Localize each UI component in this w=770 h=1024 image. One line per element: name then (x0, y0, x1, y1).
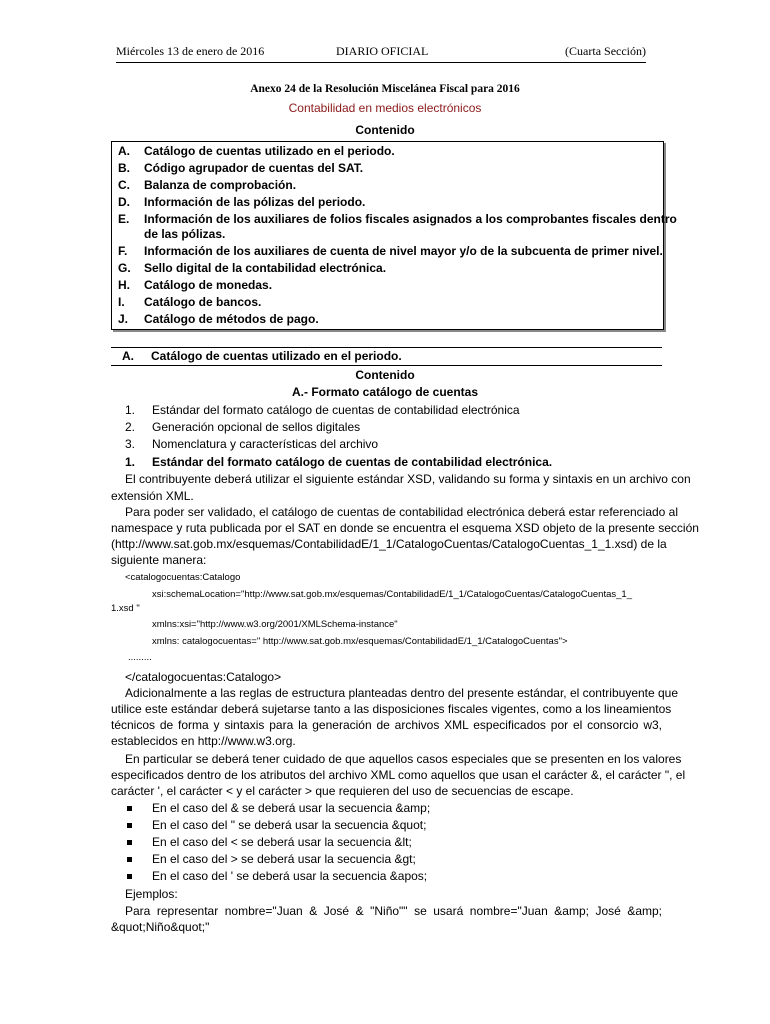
code-line: xmlns:xsi="http://www.w3.org/2001/XMLSchema-instance" (152, 619, 398, 630)
paragraph-line: extensión XML. (111, 489, 194, 503)
code-line: xsi:schemaLocation="http://www.sat.gob.mx/esquemas/ContabilidadE/1_1/CatalogoCuentas/CatalogoCuentas_1_ (152, 589, 632, 600)
toc-letter: F. (118, 244, 128, 258)
toc-text: Sello digital de la contabilidad electrónica. (144, 261, 387, 275)
bullet-marker (127, 806, 132, 811)
item-text: Estándar del formato catálogo de cuentas de contabilidad electrónica (152, 403, 520, 417)
toc-text: Catálogo de cuentas utilizado en el periodo. (144, 144, 395, 158)
bullet-text: En el caso del ' se deberá usar la secuencia &apos; (152, 869, 428, 883)
example-line: &quot;Niño&quot;" (111, 920, 210, 934)
item-number: 2. (125, 420, 136, 434)
toc-letter: D. (118, 195, 130, 209)
header-publication: DIARIO OFICIAL (336, 44, 429, 58)
toc-text: Información de los auxiliares de cuenta de nivel mayor y/o de la subcuenta de primer nivel. (144, 244, 663, 258)
closing-tag: </catalogocuentas:Catalogo> (125, 670, 282, 684)
subsection-title: Estándar del formato catálogo de cuentas de contabilidad electrónica. (152, 455, 553, 469)
toc-text: de las pólizas. (144, 227, 226, 241)
item-number: 3. (125, 437, 136, 451)
bullet-text: En el caso del & se deberá usar la secuencia &amp; (152, 801, 431, 815)
toc-letter: C. (118, 178, 130, 192)
bullet-text: En el caso del < se deberá usar la secuencia &lt; (152, 835, 412, 849)
bullet-text: En el caso del > se deberá usar la secuencia &gt; (152, 852, 416, 866)
format-heading: A.- Formato catálogo de cuentas (291, 385, 479, 399)
page-header (116, 44, 646, 60)
paragraph-line: técnicos de forma y sintaxis para la generación de archivos XML especificados por el consorcio w3, (111, 718, 662, 732)
document-subtitle: Contabilidad en medios electrónicos (288, 101, 482, 115)
paragraph-line: (http://www.sat.gob.mx/esquemas/ContabilidadE/1_1/CatalogoCuentas/CatalogoCuentas_1_1.xsd) de la (111, 537, 667, 551)
item-number: 1. (125, 403, 136, 417)
code-line: 1.xsd " (111, 603, 140, 614)
paragraph-line: namespace y ruta publicada por el SAT en donde se encuentra el esquema XSD objeto de la presente sección (111, 521, 699, 535)
toc-text: Catálogo de métodos de pago. (144, 312, 319, 326)
section-title: Catálogo de cuentas utilizado en el periodo. (151, 349, 402, 363)
bullet-marker (127, 857, 132, 862)
header-section: (Cuarta Sección) (565, 44, 646, 58)
paragraph-line: Adicionalmente a las reglas de estructura planteadas dentro del presente estándar, el contribuyente que (125, 686, 679, 700)
code-line: ......... (128, 652, 152, 663)
table-of-contents (111, 141, 677, 330)
paragraph-line: siguiente manera: (111, 553, 207, 567)
bullet-text: En el caso del " se deberá usar la secuencia &quot; (152, 818, 427, 832)
paragraph-line: establecidos en http://www.w3.org. (111, 734, 296, 748)
paragraph-line: En particular se deberá tener cuidado de que aquellos casos especiales que se presenten en los valores (125, 752, 682, 766)
bullet-marker (127, 840, 132, 845)
toc-letter: J. (118, 312, 129, 326)
toc-letter: I. (118, 295, 125, 309)
contents-heading: Contenido (355, 123, 415, 137)
toc-letter: G. (118, 261, 131, 275)
section-rule-top (111, 347, 662, 348)
toc-text: Información de los auxiliares de folios fiscales asignados a los comprobantes fiscales dentro (144, 212, 677, 226)
subsection-number: 1. (125, 455, 136, 469)
bullet-marker (127, 823, 132, 828)
code-line: <catalogocuentas:Catalogo (125, 572, 241, 583)
paragraph-line: Para poder ser validado, el catálogo de cuentas de contabilidad electrónica deberá estar referenciado al (125, 505, 679, 519)
toc-letter: B. (118, 161, 130, 175)
code-line: xmlns: catalogocuentas=" http://www.sat.gob.mx/esquemas/ContabilidadE/1_1/CatalogoCuentas"> (152, 636, 568, 647)
toc-text: Información de las pólizas del periodo. (144, 195, 366, 209)
section-rule-bottom (111, 365, 662, 366)
example-line: Para representar nombre="Juan & José & "Niño"" se usará nombre="Juan &amp; José &amp; (125, 904, 662, 918)
paragraph-line: utilice este estándar deberá sujetarse tanto a las disposiciones fiscales vigentes, como a los lineamientos (111, 702, 672, 716)
section-contents-heading: Contenido (355, 368, 415, 382)
bullet-marker (127, 874, 132, 879)
header-date: Miércoles 13 de enero de 2016 (116, 44, 265, 58)
toc-text: Catálogo de monedas. (144, 278, 273, 292)
paragraph-line: carácter ', el carácter < y el carácter > que requieren del uso de secuencias de escape. (111, 784, 574, 798)
toc-text: Catálogo de bancos. (144, 295, 262, 309)
toc-text: Balanza de comprobación. (144, 178, 297, 192)
examples-label: Ejemplos: (125, 887, 178, 901)
paragraph-line: especificados dentro de los atributos del archivo XML como aquellos que usan el carácter &, el carácter ", el (111, 768, 686, 782)
paragraph-line: El contribuyente deberá utilizar el siguiente estándar XSD, validando su forma y sintaxis en un archivo con (125, 472, 691, 486)
toc-letter: A. (118, 144, 130, 158)
item-text: Generación opcional de sellos digitales (152, 420, 361, 434)
annex-title: Anexo 24 de la Resolución Miscelánea Fiscal para 2016 (250, 83, 520, 95)
toc-letter: H. (118, 278, 130, 292)
item-text: Nomenclatura y características del archivo (152, 437, 379, 451)
header-rule (116, 62, 646, 63)
toc-text: Código agrupador de cuentas del SAT. (144, 161, 364, 175)
section-letter: A. (122, 349, 134, 363)
toc-letter: E. (118, 212, 130, 226)
